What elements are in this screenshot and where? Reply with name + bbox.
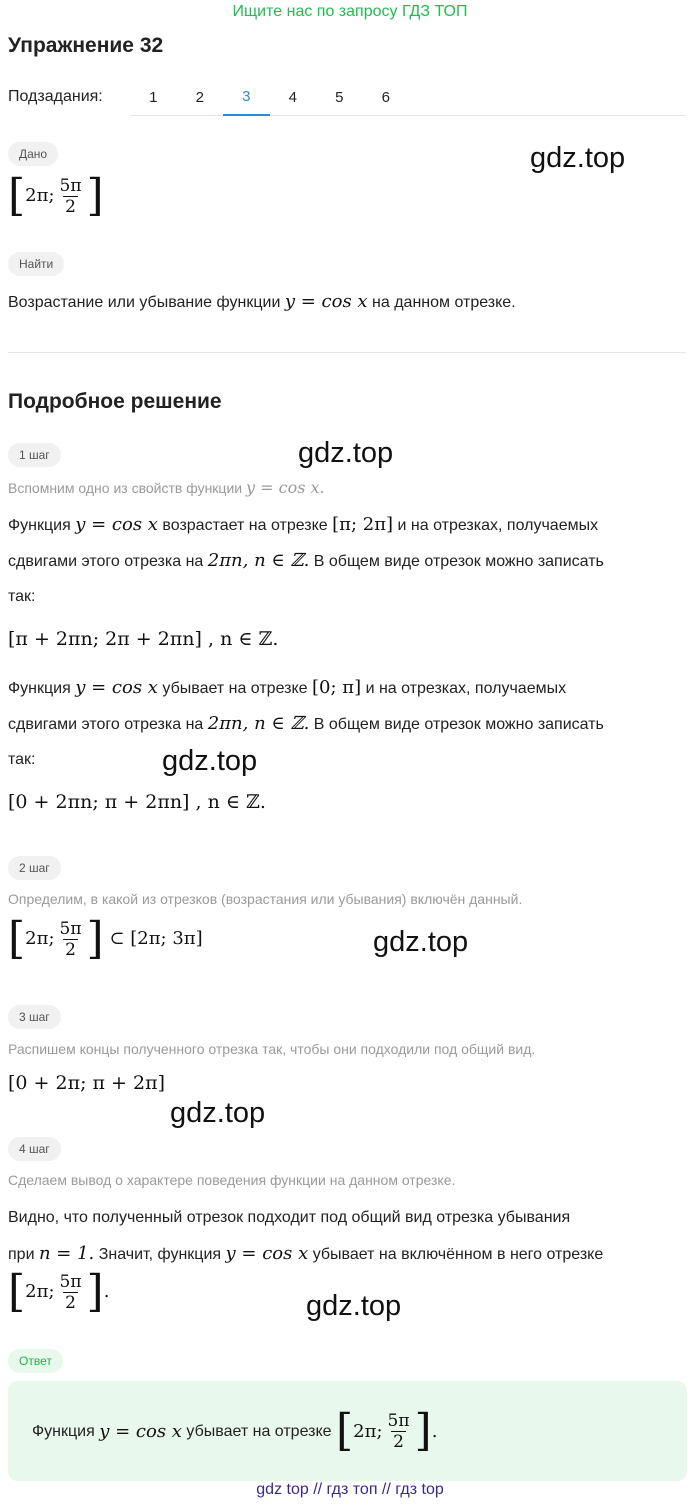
step1-p2-line3: так:	[8, 751, 36, 768]
find-text: Возрастание или убывание функции y = cos x на данном отрезке.	[8, 291, 516, 312]
given-interval: [2π; $\frac{5\pi}{2}$ ]	[8, 170, 104, 221]
find-chip: Найти	[8, 252, 64, 276]
divider	[8, 352, 686, 353]
given-chip: Дано	[8, 142, 58, 166]
step1-p1-line1: Функция y = cos x возрастает на отрезке [π; 2π] и на отрезках, получаемых	[8, 514, 599, 535]
page-title: Упражнение 32	[8, 34, 164, 57]
step1-chip: 1 шаг	[8, 443, 61, 467]
tab-2[interactable]: 2	[195, 88, 204, 106]
step1-hint: Вспомним одно из свойств функции y = cos x.	[8, 478, 325, 497]
watermark: gdz.top	[170, 1097, 266, 1129]
step2-chip: 2 шаг	[8, 856, 61, 880]
step2-hint: Определим, в какой из отрезков (возрастания или убывания) включён данный.	[8, 891, 523, 907]
step2-subset: [2π; $\frac{5\pi}{2}$ ] ⊂ [2π; 3π]	[8, 913, 203, 964]
tab-3[interactable]: 3	[223, 78, 270, 116]
step3-chip: 3 шаг	[8, 1005, 61, 1029]
top-banner[interactable]: Ищите нас по запросу ГДЗ ТОП	[232, 3, 468, 20]
footer-links[interactable]: gdz top // гдз топ // гдз top	[256, 1481, 444, 1498]
step4-interval: [2π; $\frac{5\pi}{2}$ ].	[8, 1266, 110, 1317]
step1-p1-line3: так:	[8, 588, 36, 605]
step1-decreasing-general: [0 + 2πn; π + 2πn] , n ∈ ℤ.	[8, 791, 266, 813]
step1-p2-line1: Функция y = cos x убывает на отрезке [0; π] и на отрезках, получаемых	[8, 677, 567, 698]
tab-4[interactable]: 4	[288, 88, 297, 106]
tab-5[interactable]: 5	[335, 88, 344, 106]
subtasks-tabs	[130, 78, 686, 116]
watermark: gdz.top	[373, 926, 469, 958]
step1-increasing-general: [π + 2πn; 2π + 2πn] , n ∈ ℤ.	[8, 628, 279, 650]
solution-title: Подробное решение	[8, 390, 222, 413]
step1-p2-line2: сдвигами этого отрезка на 2πn, n ∈ ℤ. В общем виде отрезок можно записать	[8, 713, 604, 734]
watermark: gdz.top	[162, 745, 258, 777]
tab-6[interactable]: 6	[381, 88, 390, 106]
answer-text: Функция y = cos x убывает на отрезке [ 2π; $\frac{5\pi}{2}$ ] .	[32, 1405, 438, 1456]
step4-line2: при n = 1. Значит, функция y = cos x убывает на включённом в него отрезке	[8, 1243, 604, 1264]
watermark: gdz.top	[530, 142, 626, 174]
tab-1[interactable]: 1	[149, 88, 158, 106]
step1-p1-line2: сдвигами этого отрезка на 2πn, n ∈ ℤ. В общем виде отрезок можно записать	[8, 550, 604, 571]
step3-hint: Распишем концы полученного отрезка так, чтобы они подходили под общий вид.	[8, 1041, 536, 1057]
answer-chip: Ответ	[8, 1349, 63, 1373]
step3-expression: [0 + 2π; π + 2π]	[8, 1072, 165, 1094]
step4-chip: 4 шаг	[8, 1137, 61, 1161]
subtasks-label: Подзадания:	[8, 88, 103, 105]
watermark: gdz.top	[306, 1290, 402, 1322]
step4-hint: Сделаем вывод о характере поведения функции на данном отрезке.	[8, 1172, 456, 1188]
step4-line1: Видно, что полученный отрезок подходит под общий вид отрезка убывания	[8, 1209, 571, 1226]
watermark: gdz.top	[298, 437, 394, 469]
